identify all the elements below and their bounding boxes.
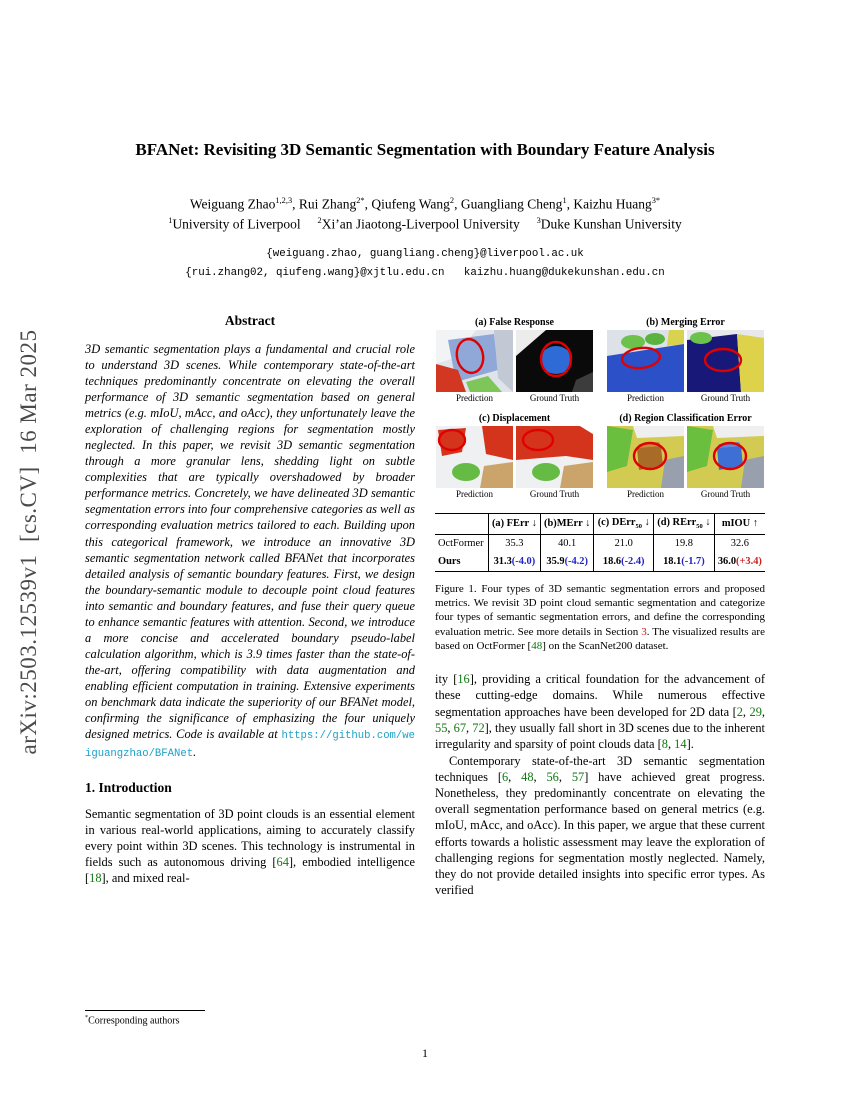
prediction-label: Prediction bbox=[627, 488, 664, 499]
section-link[interactable]: 3 bbox=[641, 625, 647, 638]
text-segment: ], providing a critical foundation for the advancement of these cutting-edge domains. While numerous effective segmentation approaches have been developed for 2D data [ bbox=[435, 672, 766, 719]
text-segment: 2 bbox=[449, 196, 455, 205]
metrics-table-header-row bbox=[435, 513, 765, 534]
text-segment: (-4.2) bbox=[564, 556, 588, 568]
cell-value: 35.3 bbox=[488, 534, 540, 553]
citation-link[interactable]: 29 bbox=[749, 704, 762, 719]
corresponding-author-footnote bbox=[85, 1010, 205, 1026]
figure1-panel-d bbox=[606, 413, 765, 499]
text-segment: , bbox=[508, 770, 522, 785]
paper-title: BFANet: Revisiting 3D Semantic Segmentation with Boundary Feature Analysis bbox=[135, 140, 715, 159]
text-segment: (-4.0) bbox=[511, 556, 536, 568]
cell-value bbox=[488, 553, 540, 572]
citation-link[interactable]: 56 bbox=[546, 770, 559, 785]
text-segment: ], embodied intelligence [ bbox=[85, 855, 415, 886]
text-segment: ↓ bbox=[641, 517, 650, 529]
text-segment: 18.6 bbox=[602, 556, 622, 568]
text-segment: (-2.4) bbox=[621, 556, 645, 568]
citation-link[interactable]: 48 bbox=[521, 770, 534, 785]
panel-d-images bbox=[606, 426, 765, 488]
text-segment: 50 bbox=[696, 523, 703, 531]
figure1-caption bbox=[435, 582, 765, 653]
cell-value bbox=[714, 553, 765, 572]
panel-b-labels bbox=[606, 393, 765, 403]
text-segment: 1 bbox=[168, 215, 173, 225]
figure1-panels bbox=[435, 317, 765, 499]
text-segment: (b)MErr ↓ bbox=[544, 518, 591, 530]
cell-value bbox=[594, 553, 654, 572]
text-segment: 35.9 bbox=[546, 556, 565, 568]
text-segment: 3D semantic segmentation plays a fundamental and crucial role to understand 3D scenes. While contemporary state-of-the-art techniques predominantly concentrate on elevating the overall performance of 3D semantic segmentation based on general metrics (e.g. mIoU, mAcc, and oAcc), they unfortunately leave the exploration of challenging regions for segmentation mostly neglected. In this paper, we revisit 3D semantic segmentation through a more granular lens, shedding light on subtle complexities that are typically overshadowed by broader performance metrics. Concretely, we have delineated 3D semantic segmentation errors into four comprehensive categories as well as corresponding evaluation metrics tailored to each. Building upon this categorical framework, we introduce an innovative 3D semantic segmentation network called BFANet that incorporates detailed analysis of semantic boundary features. First, we design the boundary-semantic module to decouple point cloud features into semantic and boundary features, and fuse their query queue to enhance semantic features with attention. Second, we introduce a more concise and accelerated boundary pseudo-label calculation algorithm, which is 3.9 times faster than the state-of-the-art, offering compatibility with data augmentation and enabling efficient computation in training. Extensive experiments on benchmark data indicate the superiority of our BFANet model, confirming the significance of emphasizing the four uniquely designed metrics. Code is available at bbox=[85, 341, 415, 742]
text-segment: , Rui Zhang bbox=[292, 196, 357, 212]
footnote-text bbox=[85, 1014, 205, 1026]
panel-a-ground-truth-image bbox=[516, 330, 593, 392]
panel-d-prediction-image bbox=[607, 426, 684, 488]
text-segment: 3 bbox=[536, 215, 541, 225]
prediction-label: Prediction bbox=[456, 392, 493, 403]
text-segment: * bbox=[85, 1014, 89, 1022]
text-segment: , Qiufeng Wang bbox=[364, 196, 450, 212]
cell-value bbox=[540, 553, 594, 572]
text-segment: , bbox=[466, 720, 473, 735]
external-link[interactable]: https://github.com/weiguangzhao/BFANet bbox=[85, 730, 415, 760]
panel-d-ground-truth-image bbox=[687, 426, 764, 488]
ground-truth-label: Ground Truth bbox=[700, 488, 751, 499]
panel-c-prediction-image bbox=[436, 426, 513, 488]
panel-c-images bbox=[435, 426, 594, 488]
text-segment: 2* bbox=[356, 196, 365, 205]
figure1-panel-c bbox=[435, 413, 594, 499]
text-segment: 3* bbox=[651, 196, 661, 205]
text-segment: (c) DErr bbox=[597, 517, 636, 529]
text-segment: Corresponding authors bbox=[88, 1015, 180, 1027]
abstract-paragraph bbox=[85, 341, 415, 762]
citation-link[interactable]: 18 bbox=[89, 871, 102, 886]
affiliation-line bbox=[85, 216, 765, 233]
citation-link[interactable]: 8 bbox=[661, 736, 668, 751]
panel-c-title: (c) Displacement bbox=[478, 412, 551, 424]
figure1-panel-a bbox=[435, 317, 594, 403]
text-segment: 50 bbox=[635, 523, 642, 531]
panel-d-title: (d) Region Classification Error bbox=[619, 412, 752, 424]
paper-content bbox=[85, 0, 765, 1027]
arxiv-watermark: arXiv:2503.12539v1 [cs.CV] 16 Mar 2025 bbox=[16, 329, 41, 755]
panel-a-title: (a) False Response bbox=[475, 316, 554, 328]
citation-link[interactable]: 57 bbox=[571, 770, 585, 785]
section-heading-introduction: 1. Introduction bbox=[85, 779, 172, 795]
text-segment: , bbox=[667, 736, 675, 751]
introduction-paragraph bbox=[85, 806, 415, 887]
panel-b-prediction-image bbox=[607, 330, 684, 392]
abstract-heading: Abstract bbox=[224, 312, 276, 328]
cell-value: 21.0 bbox=[594, 534, 654, 553]
ground-truth-label: Ground Truth bbox=[529, 392, 580, 403]
citation-link[interactable]: 55 bbox=[435, 720, 448, 735]
panel-b-ground-truth-image bbox=[687, 330, 764, 392]
panel-b-title: (b) Merging Error bbox=[646, 316, 725, 328]
row-label: Ours bbox=[438, 556, 461, 568]
text-segment: , Kaizhu Huang bbox=[566, 196, 652, 212]
cell-value: 19.8 bbox=[653, 534, 714, 553]
prediction-label: Prediction bbox=[627, 392, 664, 403]
cell-value bbox=[653, 553, 714, 572]
text-segment: ity [ bbox=[435, 672, 458, 687]
text-segment: , Guangliang Cheng bbox=[454, 196, 563, 212]
citation-link[interactable]: 64 bbox=[276, 855, 289, 870]
table-row-ours bbox=[435, 553, 765, 572]
text-segment: 1,2,3 bbox=[275, 196, 293, 205]
text-segment: University of Liverpool bbox=[172, 216, 318, 231]
cell-value: 32.6 bbox=[714, 534, 765, 553]
cell-value: 40.1 bbox=[540, 534, 594, 553]
ground-truth-label: Ground Truth bbox=[700, 392, 751, 403]
citation-link[interactable]: 6 bbox=[501, 770, 509, 785]
text-segment: 18.1 bbox=[663, 556, 682, 568]
body-paragraph bbox=[435, 671, 765, 752]
panel-d-labels bbox=[606, 489, 765, 499]
header-method bbox=[435, 513, 488, 534]
panel-c-ground-truth-image bbox=[516, 426, 593, 488]
panel-c-labels bbox=[435, 489, 594, 499]
figure1-metrics-table bbox=[435, 513, 765, 572]
prediction-label: Prediction bbox=[456, 488, 493, 499]
panel-a-labels bbox=[435, 393, 594, 403]
text-segment: ]. bbox=[686, 736, 694, 751]
text-segment: , bbox=[761, 704, 765, 719]
right-column-body bbox=[435, 671, 765, 898]
panel-a-prediction-image bbox=[436, 330, 513, 392]
text-segment: ], they usually fall short in 3D scenes due to the inherent irregularity and sparsity of point clouds data [ bbox=[435, 720, 766, 751]
header-rerr bbox=[653, 513, 714, 534]
table-row-octformer bbox=[435, 534, 765, 553]
right-column bbox=[435, 313, 765, 1027]
text-segment: , bbox=[742, 704, 750, 719]
panel-a-images bbox=[435, 330, 594, 392]
page-number: 1 bbox=[422, 1046, 428, 1060]
header-derr bbox=[594, 513, 654, 534]
row-label: OctFormer bbox=[438, 538, 484, 550]
citation-link[interactable]: 16 bbox=[457, 672, 470, 687]
ground-truth-label: Ground Truth bbox=[529, 488, 580, 499]
header-miou bbox=[714, 513, 765, 534]
email-line-1: {weiguang.zhao, guangliang.cheng}@liverpool.ac.uk bbox=[266, 248, 584, 260]
text-segment: 31.3 bbox=[493, 556, 512, 568]
text-segment: Contemporary state-of-the-art 3D semantic segmentation techniques [ bbox=[435, 753, 765, 785]
header-merr bbox=[540, 513, 594, 534]
panel-b-images bbox=[606, 330, 765, 392]
email-block bbox=[85, 245, 765, 283]
footnote-divider bbox=[85, 1010, 205, 1011]
figure1-panel-b bbox=[606, 317, 765, 403]
text-segment: 36.0 bbox=[717, 556, 737, 568]
text-segment: ↓ bbox=[702, 517, 711, 529]
text-segment: mIOU ↑ bbox=[721, 518, 758, 530]
citation-link[interactable]: 14 bbox=[674, 736, 687, 751]
header-ferr bbox=[488, 513, 540, 534]
text-segment: Semantic segmentation of 3D point clouds is an essential element in various real-world applications, aiming to accurately classify every point within 3D scenes. This technology is instrumental in fields such as autonomous driving [ bbox=[85, 806, 415, 870]
citation-link[interactable]: 2 bbox=[736, 704, 743, 719]
text-segment: (-1.7) bbox=[681, 556, 705, 568]
citation-link[interactable]: 72 bbox=[472, 720, 485, 735]
text-segment: , bbox=[447, 720, 454, 735]
text-segment: Duke Kunshan University bbox=[540, 216, 682, 231]
text-segment: ] have achieved great progress. Nonetheless, they predominantly concentrate on elevating the overall segmentation performance based on general metrics (e.g. mIoU, mAcc, and oAcc). In this paper, we argue that these current efforts towards a holistic assessment may leave the exploration of challenging regions for segmentation mostly neglected. Namely, they do not provide detailed insights into specific error types. As verified bbox=[435, 770, 765, 897]
citation-link[interactable]: 67 bbox=[453, 720, 467, 735]
email-line-2: {rui.zhang02, qiufeng.wang}@xjtlu.edu.cn kaizhu.huang@dukekunshan.edu.cn bbox=[185, 266, 665, 279]
text-segment: (a) FErr ↓ bbox=[491, 518, 537, 530]
text-segment: ] on the ScanNet200 dataset. bbox=[542, 640, 669, 653]
author-line bbox=[85, 196, 765, 213]
text-segment: Xi’an Jiaotong-Liverpool University bbox=[321, 216, 537, 231]
text-segment: Weiguang Zhao bbox=[189, 196, 276, 212]
two-column-body bbox=[85, 313, 765, 1027]
left-column bbox=[85, 313, 415, 1027]
text-segment: , bbox=[558, 770, 572, 785]
text-segment: . The visualized results are based on OctFormer [ bbox=[435, 625, 765, 653]
text-segment: Figure 1. Four types of 3D semantic segmentation errors and proposed metrics. We revisit 3D point cloud semantic segmentation and categorize four types of semantic segmentation errors, and define the corresponding evaluation metric. See more details in Section bbox=[435, 582, 765, 638]
text-segment: . bbox=[193, 745, 197, 759]
text-segment: (+3.4) bbox=[736, 556, 762, 568]
citation-link[interactable]: 48 bbox=[531, 640, 543, 653]
text-segment: ], and mixed real- bbox=[101, 871, 190, 886]
text-segment: 2 bbox=[317, 215, 322, 225]
body-paragraph bbox=[435, 753, 765, 898]
text-segment: 1 bbox=[562, 196, 567, 205]
text-segment: , bbox=[533, 770, 547, 785]
text-segment: (d) RErr bbox=[657, 517, 697, 529]
